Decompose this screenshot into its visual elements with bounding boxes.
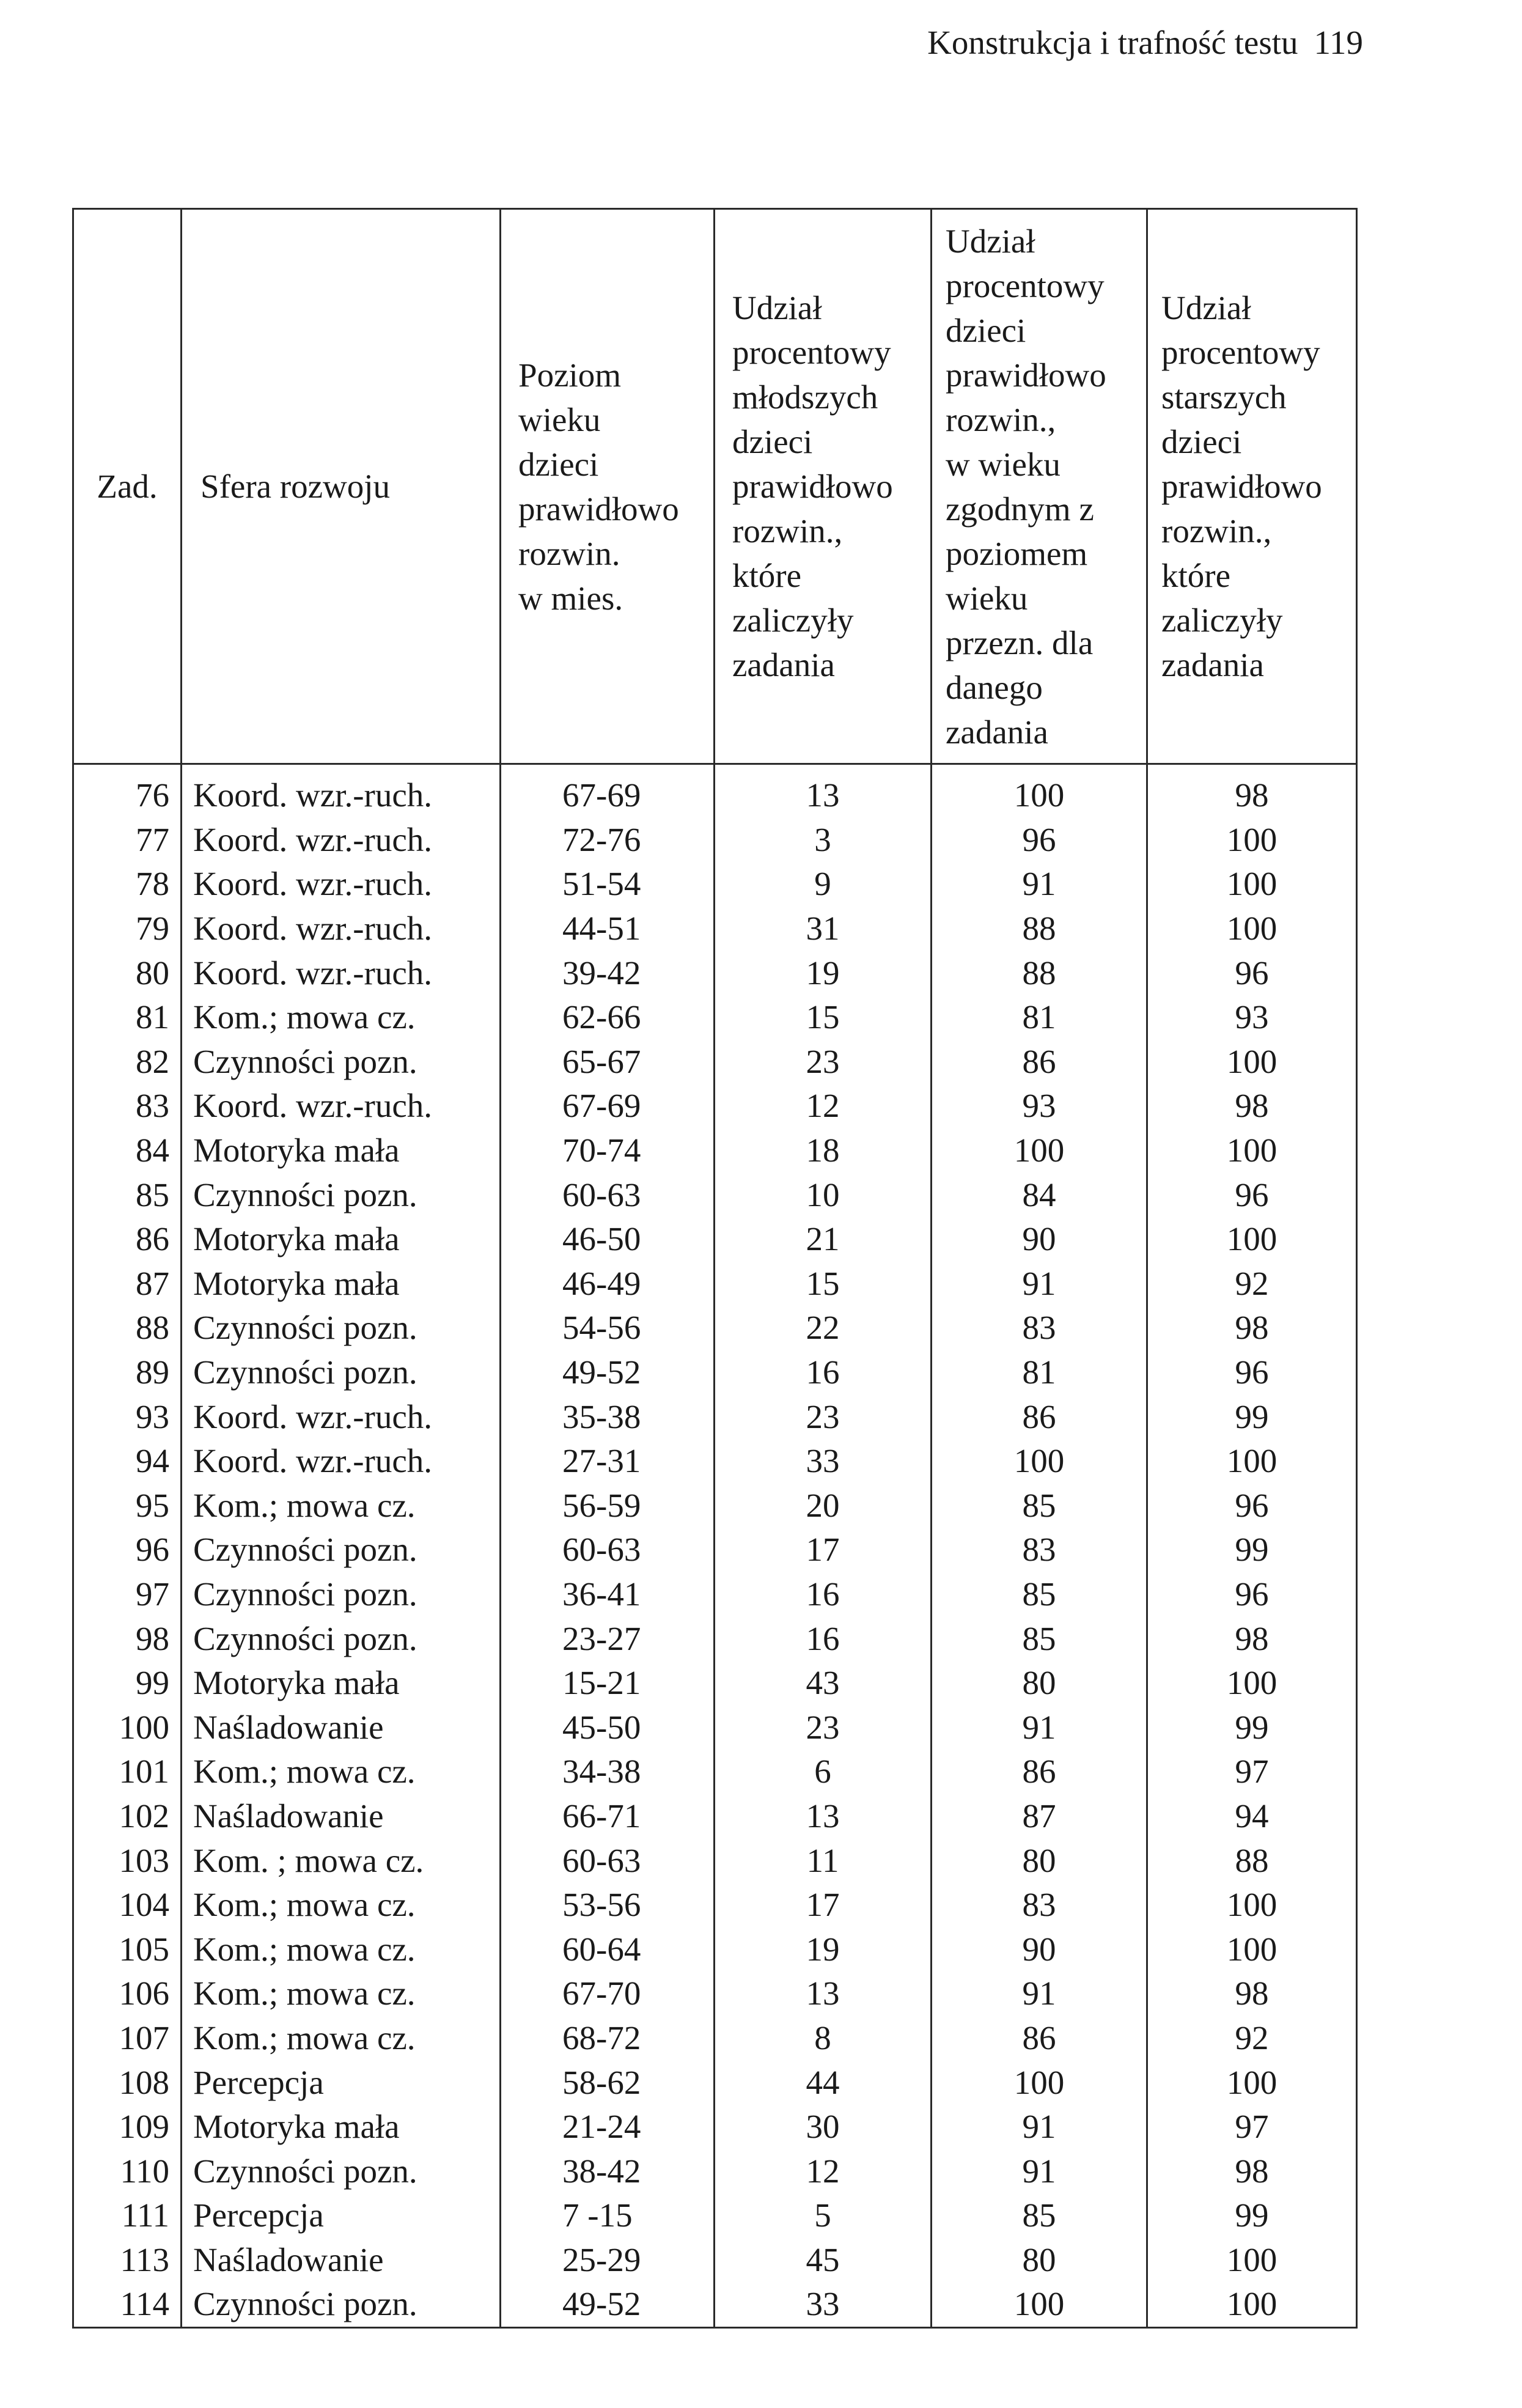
older-pct-cell: 97 [1147, 1750, 1357, 1794]
matching-age-pct-cell: 80 [932, 2238, 1147, 2283]
table-row [73, 2193, 1357, 2238]
column-header-age-level: Poziom wieku dzieci prawidłowo rozwin. w mies. [501, 209, 715, 764]
table-row [73, 1262, 1357, 1306]
age-level-cell: 51-54 [501, 862, 715, 907]
domain-cell: Motoryka mała [182, 1262, 501, 1306]
younger-pct-cell: 13 [715, 1794, 932, 1839]
domain-cell: Motoryka mała [182, 1217, 501, 1262]
domain-cell: Koord. wzr.-ruch. [182, 907, 501, 951]
older-pct-cell: 92 [1147, 2016, 1357, 2061]
younger-pct-cell: 12 [715, 2149, 932, 2193]
age-level-cell: 23-27 [501, 1616, 715, 1661]
older-pct-cell: 100 [1147, 1040, 1357, 1084]
domain-cell: Naśladowanie [182, 1794, 501, 1839]
younger-pct-cell: 17 [715, 1883, 932, 1928]
table-row [73, 907, 1357, 951]
younger-pct-cell: 18 [715, 1129, 932, 1173]
table-row [73, 1572, 1357, 1617]
younger-pct-cell: 19 [715, 951, 932, 995]
age-level-cell: 65-67 [501, 1040, 715, 1084]
older-pct-cell: 98 [1147, 1306, 1357, 1350]
task-number-cell: 82 [73, 1040, 182, 1084]
domain-cell: Kom.; mowa cz. [182, 1750, 501, 1794]
younger-pct-cell: 3 [715, 818, 932, 863]
older-pct-cell: 98 [1147, 1084, 1357, 1129]
task-number-cell: 96 [73, 1528, 182, 1572]
matching-age-pct-cell: 86 [932, 1040, 1147, 1084]
age-level-cell: 38-42 [501, 2149, 715, 2193]
domain-cell: Percepcja [182, 2060, 501, 2105]
younger-pct-cell: 10 [715, 1173, 932, 1217]
age-level-cell: 67-70 [501, 1972, 715, 2016]
table-row [73, 1838, 1357, 1883]
table-row [73, 1484, 1357, 1528]
domain-cell: Kom.; mowa cz. [182, 1972, 501, 2016]
task-number-cell: 114 [73, 2282, 182, 2327]
task-number-cell: 100 [73, 1705, 182, 1750]
matching-age-pct-cell: 88 [932, 907, 1147, 951]
age-level-cell: 62-66 [501, 995, 715, 1040]
task-number-cell: 94 [73, 1439, 182, 1484]
task-number-cell: 102 [73, 1794, 182, 1839]
domain-cell: Kom.; mowa cz. [182, 1484, 501, 1528]
older-pct-cell: 96 [1147, 1173, 1357, 1217]
matching-age-pct-cell: 80 [932, 1661, 1147, 1706]
matching-age-pct-cell: 87 [932, 1794, 1147, 1839]
matching-age-pct-cell: 91 [932, 2105, 1147, 2149]
table-row [73, 1750, 1357, 1794]
matching-age-pct-cell: 86 [932, 2016, 1147, 2061]
task-number-cell: 110 [73, 2149, 182, 2193]
domain-cell: Percepcja [182, 2193, 501, 2238]
age-level-cell: 49-52 [501, 2282, 715, 2327]
younger-pct-cell: 11 [715, 1838, 932, 1883]
age-level-cell: 27-31 [501, 1439, 715, 1484]
age-level-cell: 36-41 [501, 1572, 715, 1617]
matching-age-pct-cell: 85 [932, 2193, 1147, 2238]
task-number-cell: 109 [73, 2105, 182, 2149]
older-pct-cell: 99 [1147, 1394, 1357, 1439]
domain-cell: Koord. wzr.-ruch. [182, 1439, 501, 1484]
column-header-matching-age-pct: Udział procentowy dzieci prawidłowo rozwin., w wieku zgodnym z poziomem wieku przezn. dla danego zadania [932, 209, 1147, 764]
task-number-cell: 78 [73, 862, 182, 907]
younger-pct-cell: 5 [715, 2193, 932, 2238]
younger-pct-cell: 17 [715, 1528, 932, 1572]
domain-cell: Koord. wzr.-ruch. [182, 764, 501, 818]
task-number-cell: 113 [73, 2238, 182, 2283]
domain-cell: Motoryka mała [182, 1129, 501, 1173]
age-level-cell: 60-63 [501, 1528, 715, 1572]
age-level-cell: 15-21 [501, 1661, 715, 1706]
matching-age-pct-cell: 88 [932, 951, 1147, 995]
matching-age-pct-cell: 100 [932, 2060, 1147, 2105]
matching-age-pct-cell: 91 [932, 2149, 1147, 2193]
table-row [73, 1794, 1357, 1839]
domain-cell: Czynności pozn. [182, 1572, 501, 1617]
column-header-older-pct: Udział procentowy starszych dzieci prawidłowo rozwin., które zaliczyły zadania [1147, 209, 1357, 764]
task-number-cell: 84 [73, 1129, 182, 1173]
matching-age-pct-cell: 80 [932, 1838, 1147, 1883]
age-level-cell: 46-50 [501, 1217, 715, 1262]
table-row [73, 2060, 1357, 2105]
younger-pct-cell: 16 [715, 1350, 932, 1395]
older-pct-cell: 96 [1147, 1484, 1357, 1528]
table-row [73, 1972, 1357, 2016]
age-level-cell: 45-50 [501, 1705, 715, 1750]
younger-pct-cell: 44 [715, 2060, 932, 2105]
matching-age-pct-cell: 81 [932, 1350, 1147, 1395]
age-level-cell: 60-63 [501, 1173, 715, 1217]
table-row [73, 2238, 1357, 2283]
older-pct-cell: 96 [1147, 951, 1357, 995]
task-number-cell: 106 [73, 1972, 182, 2016]
older-pct-cell: 100 [1147, 1439, 1357, 1484]
age-level-cell: 34-38 [501, 1750, 715, 1794]
younger-pct-cell: 33 [715, 2282, 932, 2327]
task-number-cell: 86 [73, 1217, 182, 1262]
domain-cell: Czynności pozn. [182, 1616, 501, 1661]
younger-pct-cell: 22 [715, 1306, 932, 1350]
table-row [73, 2149, 1357, 2193]
older-pct-cell: 98 [1147, 2149, 1357, 2193]
task-number-cell: 101 [73, 1750, 182, 1794]
table-row [73, 1528, 1357, 1572]
task-number-cell: 93 [73, 1394, 182, 1439]
younger-pct-cell: 23 [715, 1705, 932, 1750]
age-level-cell: 39-42 [501, 951, 715, 995]
column-header-younger-pct: Udział procentowy młodszych dzieci prawidłowo rozwin., które zaliczyły zadania [715, 209, 932, 764]
older-pct-cell: 99 [1147, 1528, 1357, 1572]
age-level-cell: 58-62 [501, 2060, 715, 2105]
age-level-cell: 54-56 [501, 1306, 715, 1350]
age-level-cell: 7 -15 [501, 2193, 715, 2238]
table-row [73, 1927, 1357, 1972]
results-table-container [72, 208, 1356, 2329]
age-level-cell: 60-64 [501, 1927, 715, 1972]
younger-pct-cell: 15 [715, 1262, 932, 1306]
table-row [73, 1350, 1357, 1395]
younger-pct-cell: 19 [715, 1927, 932, 1972]
task-number-cell: 83 [73, 1084, 182, 1129]
domain-cell: Koord. wzr.-ruch. [182, 951, 501, 995]
older-pct-cell: 99 [1147, 1705, 1357, 1750]
younger-pct-cell: 21 [715, 1217, 932, 1262]
age-level-cell: 44-51 [501, 907, 715, 951]
age-level-cell: 70-74 [501, 1129, 715, 1173]
age-level-cell: 35-38 [501, 1394, 715, 1439]
matching-age-pct-cell: 81 [932, 995, 1147, 1040]
table-row [73, 1705, 1357, 1750]
matching-age-pct-cell: 86 [932, 1394, 1147, 1439]
table-header-row [73, 209, 1357, 764]
matching-age-pct-cell: 100 [932, 2282, 1147, 2327]
task-number-cell: 105 [73, 1927, 182, 1972]
matching-age-pct-cell: 83 [932, 1306, 1147, 1350]
page-number: 119 [1314, 24, 1363, 61]
running-header [927, 23, 1363, 62]
table-row [73, 1616, 1357, 1661]
task-number-cell: 85 [73, 1173, 182, 1217]
task-number-cell: 89 [73, 1350, 182, 1395]
table-body [73, 764, 1357, 2328]
domain-cell: Czynności pozn. [182, 1306, 501, 1350]
domain-cell: Naśladowanie [182, 1705, 501, 1750]
younger-pct-cell: 9 [715, 862, 932, 907]
younger-pct-cell: 13 [715, 1972, 932, 2016]
task-number-cell: 95 [73, 1484, 182, 1528]
domain-cell: Kom.; mowa cz. [182, 1927, 501, 1972]
older-pct-cell: 96 [1147, 1350, 1357, 1395]
column-header-task: Zad. [73, 209, 182, 764]
older-pct-cell: 94 [1147, 1794, 1357, 1839]
older-pct-cell: 98 [1147, 764, 1357, 818]
older-pct-cell: 100 [1147, 1883, 1357, 1928]
domain-cell: Kom. ; mowa cz. [182, 1838, 501, 1883]
domain-cell: Czynności pozn. [182, 1350, 501, 1395]
older-pct-cell: 98 [1147, 1972, 1357, 2016]
age-level-cell: 49-52 [501, 1350, 715, 1395]
matching-age-pct-cell: 86 [932, 1750, 1147, 1794]
task-number-cell: 104 [73, 1883, 182, 1928]
younger-pct-cell: 31 [715, 907, 932, 951]
younger-pct-cell: 43 [715, 1661, 932, 1706]
matching-age-pct-cell: 93 [932, 1084, 1147, 1129]
task-number-cell: 103 [73, 1838, 182, 1883]
older-pct-cell: 93 [1147, 995, 1357, 1040]
matching-age-pct-cell: 100 [932, 764, 1147, 818]
older-pct-cell: 97 [1147, 2105, 1357, 2149]
domain-cell: Koord. wzr.-ruch. [182, 1394, 501, 1439]
table-row [73, 1661, 1357, 1706]
domain-cell: Motoryka mała [182, 2105, 501, 2149]
table-row [73, 1173, 1357, 1217]
matching-age-pct-cell: 96 [932, 818, 1147, 863]
results-table [72, 208, 1358, 2329]
table-row [73, 2282, 1357, 2327]
older-pct-cell: 100 [1147, 1927, 1357, 1972]
domain-cell: Czynności pozn. [182, 2282, 501, 2327]
older-pct-cell: 100 [1147, 907, 1357, 951]
task-number-cell: 88 [73, 1306, 182, 1350]
task-number-cell: 81 [73, 995, 182, 1040]
matching-age-pct-cell: 90 [932, 1217, 1147, 1262]
table-row [73, 1040, 1357, 1084]
matching-age-pct-cell: 91 [932, 862, 1147, 907]
task-number-cell: 97 [73, 1572, 182, 1617]
task-number-cell: 79 [73, 907, 182, 951]
younger-pct-cell: 20 [715, 1484, 932, 1528]
age-level-cell: 46-49 [501, 1262, 715, 1306]
task-number-cell: 107 [73, 2016, 182, 2061]
younger-pct-cell: 33 [715, 1439, 932, 1484]
older-pct-cell: 100 [1147, 1217, 1357, 1262]
younger-pct-cell: 16 [715, 1572, 932, 1617]
age-level-cell: 66-71 [501, 1794, 715, 1839]
age-level-cell: 25-29 [501, 2238, 715, 2283]
domain-cell: Czynności pozn. [182, 1040, 501, 1084]
task-number-cell: 87 [73, 1262, 182, 1306]
age-level-cell: 68-72 [501, 2016, 715, 2061]
domain-cell: Motoryka mała [182, 1661, 501, 1706]
matching-age-pct-cell: 100 [932, 1129, 1147, 1173]
task-number-cell: 80 [73, 951, 182, 995]
task-number-cell: 98 [73, 1616, 182, 1661]
domain-cell: Koord. wzr.-ruch. [182, 818, 501, 863]
domain-cell: Koord. wzr.-ruch. [182, 862, 501, 907]
table-row [73, 1306, 1357, 1350]
domain-cell: Koord. wzr.-ruch. [182, 1084, 501, 1129]
table-row [73, 818, 1357, 863]
matching-age-pct-cell: 85 [932, 1616, 1147, 1661]
domain-cell: Czynności pozn. [182, 1528, 501, 1572]
age-level-cell: 21-24 [501, 2105, 715, 2149]
older-pct-cell: 88 [1147, 1838, 1357, 1883]
matching-age-pct-cell: 83 [932, 1883, 1147, 1928]
column-header-domain: Sfera rozwoju [182, 209, 501, 764]
age-level-cell: 56-59 [501, 1484, 715, 1528]
younger-pct-cell: 23 [715, 1394, 932, 1439]
table-row [73, 764, 1357, 818]
older-pct-cell: 98 [1147, 1616, 1357, 1661]
task-number-cell: 99 [73, 1661, 182, 1706]
table-row [73, 1394, 1357, 1439]
older-pct-cell: 100 [1147, 2282, 1357, 2327]
running-title: Konstrukcja i trafność testu [927, 24, 1298, 61]
younger-pct-cell: 16 [715, 1616, 932, 1661]
matching-age-pct-cell: 84 [932, 1173, 1147, 1217]
younger-pct-cell: 12 [715, 1084, 932, 1129]
age-level-cell: 72-76 [501, 818, 715, 863]
age-level-cell: 67-69 [501, 764, 715, 818]
younger-pct-cell: 45 [715, 2238, 932, 2283]
age-level-cell: 67-69 [501, 1084, 715, 1129]
domain-cell: Kom.; mowa cz. [182, 995, 501, 1040]
matching-age-pct-cell: 91 [932, 1972, 1147, 2016]
matching-age-pct-cell: 85 [932, 1484, 1147, 1528]
matching-age-pct-cell: 83 [932, 1528, 1147, 1572]
older-pct-cell: 100 [1147, 2238, 1357, 2283]
older-pct-cell: 100 [1147, 1129, 1357, 1173]
task-number-cell: 111 [73, 2193, 182, 2238]
younger-pct-cell: 30 [715, 2105, 932, 2149]
younger-pct-cell: 23 [715, 1040, 932, 1084]
older-pct-cell: 100 [1147, 818, 1357, 863]
older-pct-cell: 99 [1147, 2193, 1357, 2238]
table-row [73, 1883, 1357, 1928]
younger-pct-cell: 15 [715, 995, 932, 1040]
table-row [73, 951, 1357, 995]
table-row [73, 1129, 1357, 1173]
younger-pct-cell: 13 [715, 764, 932, 818]
matching-age-pct-cell: 91 [932, 1262, 1147, 1306]
task-number-cell: 76 [73, 764, 182, 818]
younger-pct-cell: 8 [715, 2016, 932, 2061]
table-row [73, 1217, 1357, 1262]
table-row [73, 862, 1357, 907]
age-level-cell: 53-56 [501, 1883, 715, 1928]
older-pct-cell: 100 [1147, 1661, 1357, 1706]
table-row [73, 995, 1357, 1040]
older-pct-cell: 100 [1147, 862, 1357, 907]
younger-pct-cell: 6 [715, 1750, 932, 1794]
table-row [73, 1439, 1357, 1484]
matching-age-pct-cell: 91 [932, 1705, 1147, 1750]
table-row [73, 2105, 1357, 2149]
matching-age-pct-cell: 85 [932, 1572, 1147, 1617]
age-level-cell: 60-63 [501, 1838, 715, 1883]
table-row [73, 2016, 1357, 2061]
domain-cell: Naśladowanie [182, 2238, 501, 2283]
task-number-cell: 108 [73, 2060, 182, 2105]
matching-age-pct-cell: 100 [932, 1439, 1147, 1484]
older-pct-cell: 96 [1147, 1572, 1357, 1617]
domain-cell: Kom.; mowa cz. [182, 1883, 501, 1928]
matching-age-pct-cell: 90 [932, 1927, 1147, 1972]
table-row [73, 1084, 1357, 1129]
task-number-cell: 77 [73, 818, 182, 863]
older-pct-cell: 92 [1147, 1262, 1357, 1306]
older-pct-cell: 100 [1147, 2060, 1357, 2105]
domain-cell: Kom.; mowa cz. [182, 2016, 501, 2061]
domain-cell: Czynności pozn. [182, 2149, 501, 2193]
domain-cell: Czynności pozn. [182, 1173, 501, 1217]
